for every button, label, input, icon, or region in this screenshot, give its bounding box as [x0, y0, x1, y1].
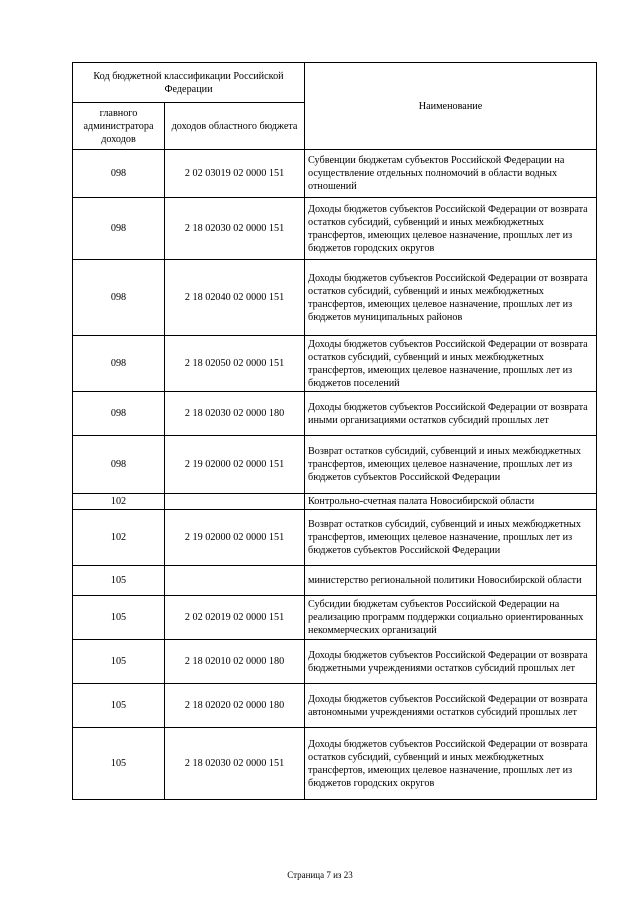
name-cell: Возврат остатков субсидий, субвенций и иных межбюджетных трансфертов, имеющих целевое назначение, прошлых лет из бюджетов субъектов Российской Федерации	[305, 436, 597, 494]
admin-code-cell: 105	[73, 728, 165, 800]
name-cell: Субвенции бюджетам субъектов Российской Федерации на осуществление отдельных полномочий в области водных отношений	[305, 150, 597, 198]
table-row	[73, 436, 597, 494]
income-code-cell: 2 19 02000 02 0000 151	[165, 510, 305, 566]
header-group-cell: Код бюджетной классификации Российской Федерации	[73, 63, 305, 103]
admin-code-cell: 105	[73, 596, 165, 640]
table-body	[73, 150, 597, 800]
name-cell: Доходы бюджетов субъектов Российской Федерации от возврата автономными учреждениями остатков субсидий прошлых лет	[305, 684, 597, 728]
income-code-cell: 2 02 03019 02 0000 151	[165, 150, 305, 198]
table-row	[73, 684, 597, 728]
name-cell: Доходы бюджетов субъектов Российской Федерации от возврата остатков субсидий, субвенций и иных межбюджетных трансфертов, имеющих целевое назначение, прошлых лет из бюджетов городских округов	[305, 728, 597, 800]
name-cell: Доходы бюджетов субъектов Российской Федерации от возврата остатков субсидий, субвенций и иных межбюджетных трансфертов, имеющих целевое назначение, прошлых лет из бюджетов поселений	[305, 336, 597, 392]
table-row	[73, 566, 597, 596]
admin-code-cell: 105	[73, 640, 165, 684]
name-cell: Доходы бюджетов субъектов Российской Федерации от возврата бюджетными учреждениями остатков субсидий прошлых лет	[305, 640, 597, 684]
name-cell: Доходы бюджетов субъектов Российской Федерации от возврата остатков субсидий, субвенций и иных межбюджетных трансфертов, имеющих целевое назначение, прошлых лет из бюджетов муниципальных районов	[305, 260, 597, 336]
table-row	[73, 150, 597, 198]
table-row	[73, 392, 597, 436]
header-income-cell: доходов областного бюджета	[165, 103, 305, 150]
income-code-cell: 2 02 02019 02 0000 151	[165, 596, 305, 640]
table-row	[73, 260, 597, 336]
admin-code-cell: 098	[73, 392, 165, 436]
admin-code-cell: 098	[73, 260, 165, 336]
name-cell: министерство региональной политики Новосибирской области	[305, 566, 597, 596]
page-number: Страница 7 из 23	[287, 870, 353, 880]
table-row	[73, 728, 597, 800]
table-row	[73, 336, 597, 392]
name-cell: Доходы бюджетов субъектов Российской Федерации от возврата остатков субсидий, субвенций и иных межбюджетных трансфертов, имеющих целевое назначение, прошлых лет из бюджетов городских округов	[305, 198, 597, 260]
budget-classification-table	[72, 62, 597, 800]
income-code-cell: 2 18 02030 02 0000 151	[165, 728, 305, 800]
name-cell: Контрольно-счетная палата Новосибирской области	[305, 494, 597, 510]
admin-code-cell: 098	[73, 150, 165, 198]
admin-code-cell: 102	[73, 494, 165, 510]
header-name-cell: Наименование	[305, 63, 597, 150]
admin-code-cell: 105	[73, 566, 165, 596]
income-code-cell: 2 19 02000 02 0000 151	[165, 436, 305, 494]
admin-code-cell: 098	[73, 336, 165, 392]
table-row	[73, 510, 597, 566]
name-cell: Субсидии бюджетам субъектов Российской Федерации на реализацию программ поддержки социально ориентированных некоммерческих организаций	[305, 596, 597, 640]
income-code-cell: 2 18 02030 02 0000 151	[165, 198, 305, 260]
income-code-cell: 2 18 02040 02 0000 151	[165, 260, 305, 336]
name-cell: Возврат остатков субсидий, субвенций и иных межбюджетных трансфертов, имеющих целевое назначение, прошлых лет из бюджетов субъектов Российской Федерации	[305, 510, 597, 566]
income-code-cell: 2 18 02020 02 0000 180	[165, 684, 305, 728]
income-code-cell: 2 18 02050 02 0000 151	[165, 336, 305, 392]
admin-code-cell: 098	[73, 198, 165, 260]
table-row	[73, 198, 597, 260]
table-row	[73, 596, 597, 640]
header-admin-cell: главного администратора доходов	[73, 103, 165, 150]
table-row	[73, 640, 597, 684]
income-code-cell	[165, 494, 305, 510]
income-code-cell	[165, 566, 305, 596]
admin-code-cell: 098	[73, 436, 165, 494]
income-code-cell: 2 18 02030 02 0000 180	[165, 392, 305, 436]
table-row	[73, 494, 597, 510]
admin-code-cell: 105	[73, 684, 165, 728]
name-cell: Доходы бюджетов субъектов Российской Федерации от возврата иными организациями остатков субсидий прошлых лет	[305, 392, 597, 436]
admin-code-cell: 102	[73, 510, 165, 566]
income-code-cell: 2 18 02010 02 0000 180	[165, 640, 305, 684]
